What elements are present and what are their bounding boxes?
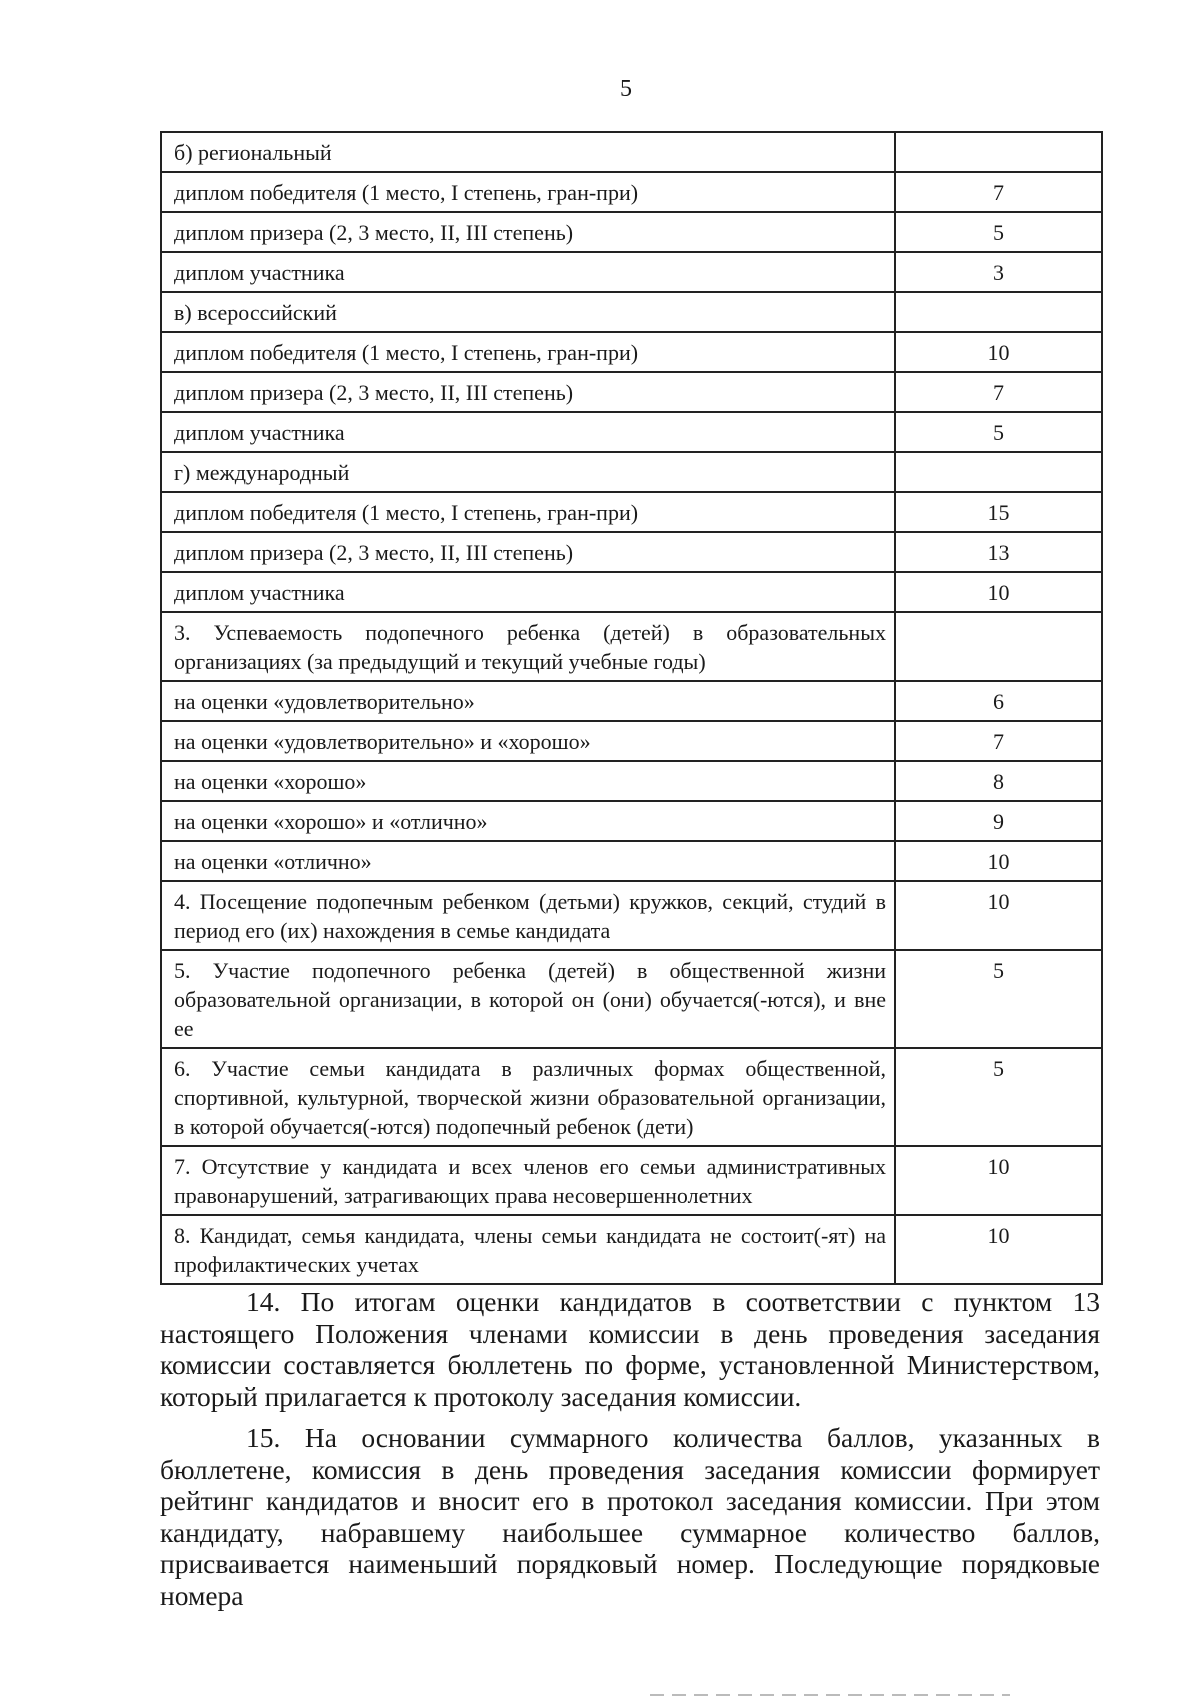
row-label: г) международный (161, 452, 895, 492)
row-score: 15 (895, 492, 1102, 532)
row-label: на оценки «удовлетворительно» и «хорошо» (161, 721, 895, 761)
table-row (161, 841, 1102, 881)
row-label: в) всероссийский (161, 292, 895, 332)
table-row (161, 172, 1102, 212)
table-row (161, 950, 1102, 1048)
row-label: на оценки «отлично» (161, 841, 895, 881)
table-row (161, 612, 1102, 681)
row-label: диплом участника (161, 412, 895, 452)
row-label: 4. Посещение подопечным ребенком (детьми) кружков, секций, студий в период его (их) нахождения в семье кандидата (161, 881, 895, 950)
table-row (161, 1215, 1102, 1284)
scan-artifact-line (650, 1694, 1010, 1696)
row-label: б) региональный (161, 132, 895, 172)
table-row (161, 801, 1102, 841)
table-row (161, 881, 1102, 950)
row-score (895, 132, 1102, 172)
row-score (895, 612, 1102, 681)
table-row (161, 721, 1102, 761)
table-row (161, 1048, 1102, 1146)
row-score: 10 (895, 1146, 1102, 1215)
row-label: диплом призера (2, 3 место, II, III степень) (161, 532, 895, 572)
table-row (161, 492, 1102, 532)
row-label: диплом победителя (1 место, I степень, гран-при) (161, 172, 895, 212)
row-label: диплом участника (161, 252, 895, 292)
row-score: 10 (895, 332, 1102, 372)
table-row (161, 292, 1102, 332)
table-row (161, 452, 1102, 492)
table-row (161, 212, 1102, 252)
row-label: диплом призера (2, 3 место, II, III степень) (161, 212, 895, 252)
row-label: 6. Участие семьи кандидата в различных формах общественной, спортивной, культурной, творческой жизни образовательной организации, в которой обучается(-ются) подопечный ребенок (дети) (161, 1048, 895, 1146)
table-row (161, 132, 1102, 172)
row-score (895, 452, 1102, 492)
row-score: 10 (895, 572, 1102, 612)
row-label: 7. Отсутствие у кандидата и всех членов его семьи административных правонарушений, затрагивающих права несовершеннолетних (161, 1146, 895, 1215)
table-row (161, 412, 1102, 452)
table-row (161, 681, 1102, 721)
table-row (161, 1146, 1102, 1215)
row-label: диплом победителя (1 место, I степень, гран-при) (161, 332, 895, 372)
row-score: 5 (895, 412, 1102, 452)
row-score: 13 (895, 532, 1102, 572)
row-score (895, 292, 1102, 332)
table-row (161, 332, 1102, 372)
table-row (161, 532, 1102, 572)
table-row (161, 761, 1102, 801)
row-score: 7 (895, 372, 1102, 412)
row-score: 3 (895, 252, 1102, 292)
table-row (161, 572, 1102, 612)
row-score: 5 (895, 212, 1102, 252)
row-score: 7 (895, 172, 1102, 212)
row-label: диплом призера (2, 3 место, II, III степень) (161, 372, 895, 412)
row-label: 8. Кандидат, семья кандидата, члены семьи кандидата не состоит(-ят) на профилактических учетах (161, 1215, 895, 1284)
row-score: 10 (895, 881, 1102, 950)
row-score: 7 (895, 721, 1102, 761)
row-label: 5. Участие подопечного ребенка (детей) в общественной жизни образовательной организации, в которой он (они) обучается(-ются), и вне ее (161, 950, 895, 1048)
row-label: на оценки «хорошо» и «отлично» (161, 801, 895, 841)
table-row (161, 372, 1102, 412)
row-label: диплом участника (161, 572, 895, 612)
row-label: на оценки «удовлетворительно» (161, 681, 895, 721)
body-text (160, 1286, 1100, 1621)
table-row (161, 252, 1102, 292)
paragraph-14: 14. По итогам оценки кандидатов в соответствии с пунктом 13 настоящего Положения членами комиссии в день проведения заседания комиссии составляется бюллетень по форме, установленной Министерством, который прилагается к протоколу заседания комиссии. (160, 1286, 1100, 1412)
criteria-table (160, 131, 1103, 1285)
page-number: 5 (620, 76, 632, 102)
row-score: 5 (895, 1048, 1102, 1146)
row-score: 10 (895, 1215, 1102, 1284)
row-label: 3. Успеваемость подопечного ребенка (детей) в образовательных организациях (за предыдущий и текущий учебные годы) (161, 612, 895, 681)
row-score: 5 (895, 950, 1102, 1048)
paragraph-15: 15. На основании суммарного количества баллов, указанных в бюллетене, комиссия в день проведения заседания комиссии формирует рейтинг кандидатов и вносит его в протокол заседания комиссии. При этом кандидату, набравшему наибольшее суммарное количество баллов, присваивается наименьший порядковый номер. Последующие порядковые номера (160, 1422, 1100, 1611)
row-score: 10 (895, 841, 1102, 881)
row-score: 8 (895, 761, 1102, 801)
row-label: на оценки «хорошо» (161, 761, 895, 801)
row-score: 9 (895, 801, 1102, 841)
row-score: 6 (895, 681, 1102, 721)
row-label: диплом победителя (1 место, I степень, гран-при) (161, 492, 895, 532)
